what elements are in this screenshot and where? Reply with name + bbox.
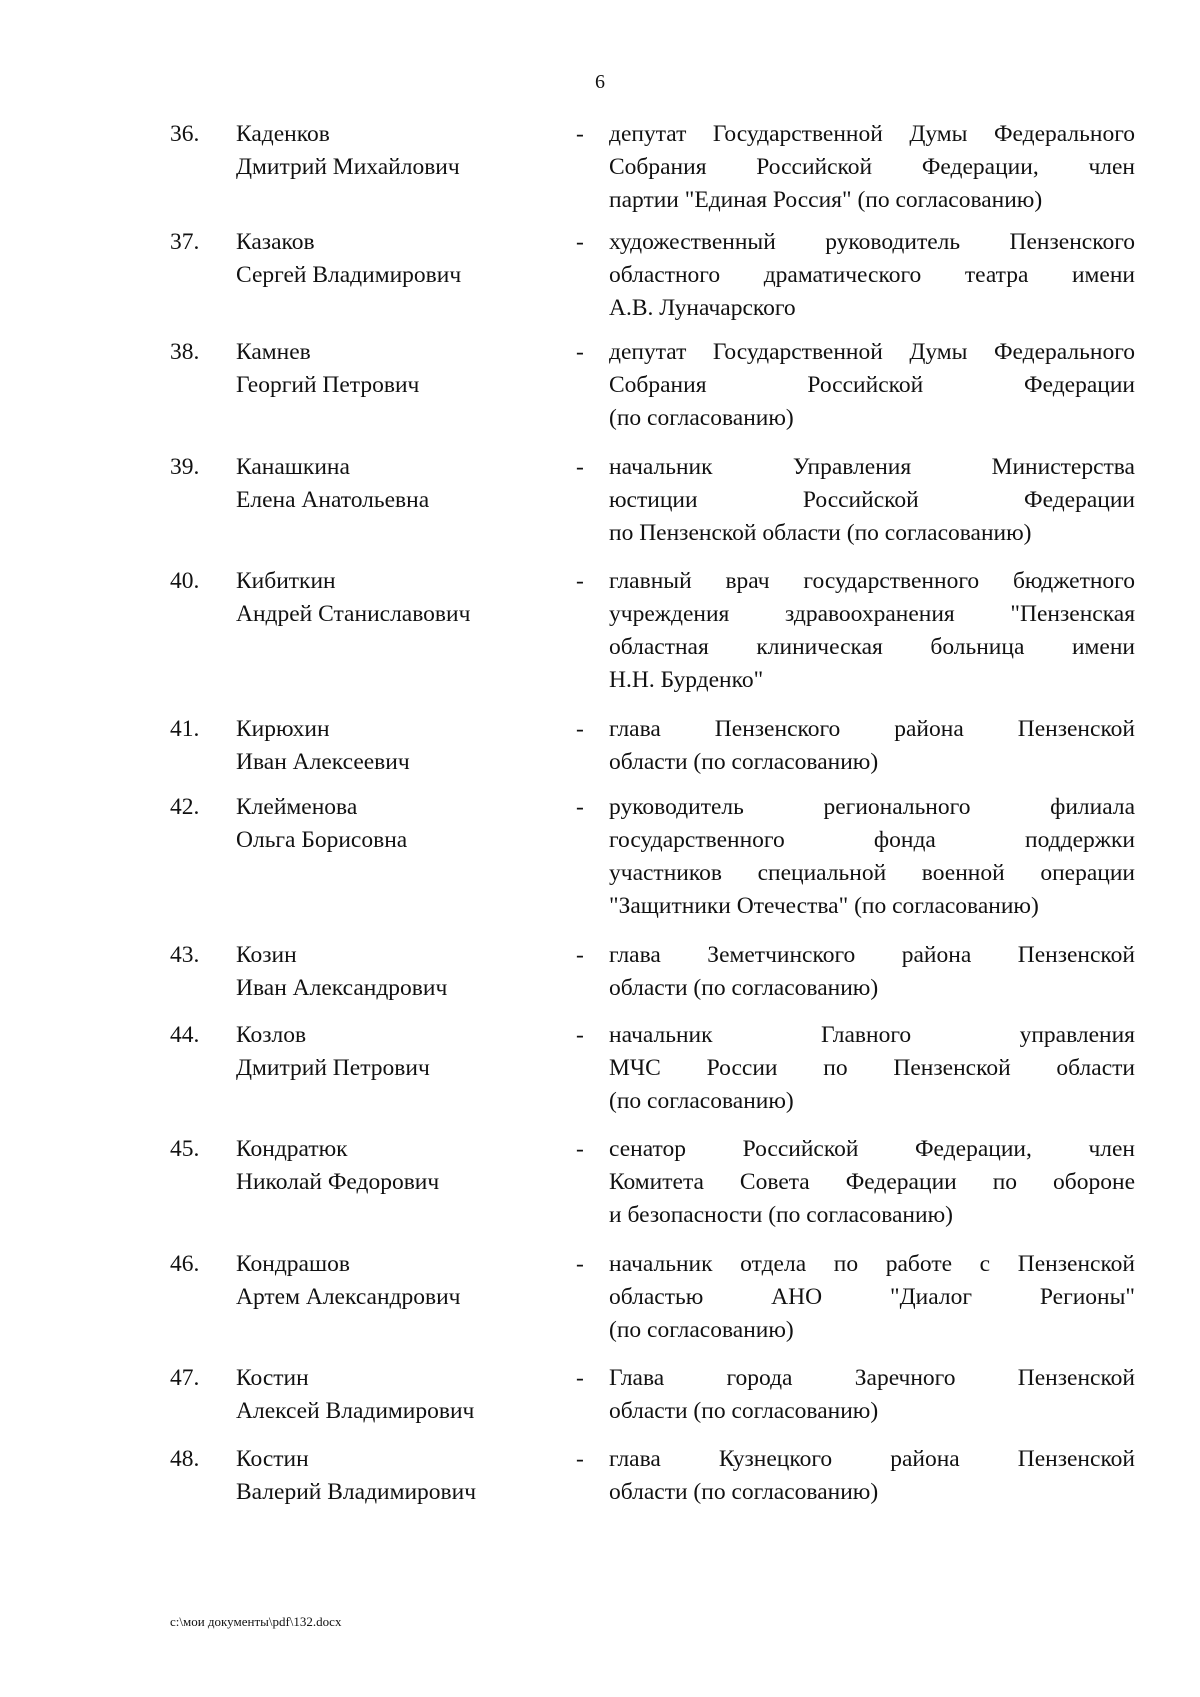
entry-number: 47. xyxy=(170,1365,200,1391)
role-line: областная клиническая больница имени xyxy=(609,634,1135,660)
member-surname: Костин xyxy=(236,1365,309,1391)
role-line: (по согласованию) xyxy=(609,1088,794,1114)
member-name xyxy=(236,565,566,631)
dash-separator: - xyxy=(576,454,584,480)
member-name xyxy=(236,451,566,517)
member-role xyxy=(609,118,1135,217)
member-name xyxy=(236,336,566,402)
entry-number: 46. xyxy=(170,1251,200,1277)
member-role xyxy=(609,1133,1135,1232)
member-name xyxy=(236,1248,566,1314)
role-line: учреждения здравоохранения "Пензенская xyxy=(609,601,1135,627)
role-line: области (по согласованию) xyxy=(609,1479,879,1505)
member-surname: Кондрашов xyxy=(236,1251,350,1277)
dash-separator: - xyxy=(576,1446,584,1472)
entry-number: 42. xyxy=(170,794,200,820)
role-line: МЧС России по Пензенской области xyxy=(609,1055,1135,1081)
member-given-names: Елена Анатольевна xyxy=(236,487,430,513)
member-given-names: Дмитрий Петрович xyxy=(236,1055,430,1081)
entry-number: 38. xyxy=(170,339,200,365)
role-line: "Защитники Отечества" (по согласованию) xyxy=(609,893,1039,919)
member-given-names: Ольга Борисовна xyxy=(236,827,408,853)
role-line: глава Пензенского района Пензенской xyxy=(609,716,1135,742)
dash-separator: - xyxy=(576,942,584,968)
member-role xyxy=(609,226,1135,325)
role-line: партии "Единая Россия" (по согласованию) xyxy=(609,187,1043,213)
dash-separator: - xyxy=(576,1022,584,1048)
role-line: А.В. Луначарского xyxy=(609,295,796,321)
member-given-names: Артем Александрович xyxy=(236,1284,461,1310)
member-role xyxy=(609,336,1135,435)
member-name xyxy=(236,226,566,292)
member-surname: Кибиткин xyxy=(236,568,336,594)
member-given-names: Иван Алексеевич xyxy=(236,749,410,775)
member-given-names: Николай Федорович xyxy=(236,1169,440,1195)
role-line: Собрания Российской Федерации, член xyxy=(609,154,1135,180)
dash-separator: - xyxy=(576,121,584,147)
member-name xyxy=(236,1362,566,1428)
member-name xyxy=(236,791,566,857)
member-role xyxy=(609,565,1135,697)
role-line: депутат Государственной Думы Федерального xyxy=(609,339,1135,365)
member-given-names: Георгий Петрович xyxy=(236,372,420,398)
entry-number: 48. xyxy=(170,1446,200,1472)
role-line: областью АНО "Диалог Регионы" xyxy=(609,1284,1135,1310)
role-line: области (по согласованию) xyxy=(609,749,879,775)
member-role xyxy=(609,1443,1135,1509)
member-given-names: Иван Александрович xyxy=(236,975,448,1001)
member-given-names: Валерий Владимирович xyxy=(236,1479,477,1505)
role-line: Собрания Российской Федерации xyxy=(609,372,1135,398)
member-given-names: Алексей Владимирович xyxy=(236,1398,475,1424)
member-role xyxy=(609,939,1135,1005)
entry-number: 36. xyxy=(170,121,200,147)
dash-separator: - xyxy=(576,716,584,742)
dash-separator: - xyxy=(576,339,584,365)
role-line: юстиции Российской Федерации xyxy=(609,487,1135,513)
role-line: Комитета Совета Федерации по обороне xyxy=(609,1169,1135,1195)
member-name xyxy=(236,118,566,184)
member-name xyxy=(236,1443,566,1509)
role-line: художественный руководитель Пензенского xyxy=(609,229,1135,255)
role-line: депутат Государственной Думы Федерального xyxy=(609,121,1135,147)
member-surname: Клейменова xyxy=(236,794,358,820)
member-surname: Кондратюк xyxy=(236,1136,348,1162)
role-line: государственного фонда поддержки xyxy=(609,827,1135,853)
member-given-names: Сергей Владимирович xyxy=(236,262,462,288)
member-role xyxy=(609,791,1135,923)
role-line: глава Кузнецкого района Пензенской xyxy=(609,1446,1135,1472)
member-role xyxy=(609,1362,1135,1428)
member-role xyxy=(609,713,1135,779)
role-line: сенатор Российской Федерации, член xyxy=(609,1136,1135,1162)
member-name xyxy=(236,713,566,779)
role-line: области (по согласованию) xyxy=(609,975,879,1001)
role-line: Глава города Заречного Пензенской xyxy=(609,1365,1135,1391)
member-name xyxy=(236,1019,566,1085)
member-surname: Козин xyxy=(236,942,297,968)
entry-number: 39. xyxy=(170,454,200,480)
member-surname: Кирюхин xyxy=(236,716,330,742)
member-given-names: Дмитрий Михайлович xyxy=(236,154,460,180)
role-line: по Пензенской области (по согласованию) xyxy=(609,520,1032,546)
member-surname: Камнев xyxy=(236,339,311,365)
role-line: руководитель регионального филиала xyxy=(609,794,1135,820)
member-surname: Каденков xyxy=(236,121,330,147)
role-line: участников специальной военной операции xyxy=(609,860,1135,886)
role-line: начальник Управления Министерства xyxy=(609,454,1135,480)
member-surname: Козлов xyxy=(236,1022,307,1048)
member-surname: Костин xyxy=(236,1446,309,1472)
member-surname: Казаков xyxy=(236,229,315,255)
entry-number: 41. xyxy=(170,716,200,742)
entry-number: 37. xyxy=(170,229,200,255)
role-line: главный врач государственного бюджетного xyxy=(609,568,1135,594)
member-role xyxy=(609,1248,1135,1347)
entry-number: 44. xyxy=(170,1022,200,1048)
entry-number: 40. xyxy=(170,568,200,594)
dash-separator: - xyxy=(576,1136,584,1162)
member-surname: Канашкина xyxy=(236,454,350,480)
dash-separator: - xyxy=(576,794,584,820)
role-line: Н.Н. Бурденко" xyxy=(609,667,764,693)
role-line: и безопасности (по согласованию) xyxy=(609,1202,953,1228)
member-name xyxy=(236,939,566,1005)
entry-number: 43. xyxy=(170,942,200,968)
page-number: 6 xyxy=(595,71,605,93)
member-name xyxy=(236,1133,566,1199)
role-line: областного драматического театра имени xyxy=(609,262,1135,288)
entry-number: 45. xyxy=(170,1136,200,1162)
role-line: начальник отдела по работе с Пензенской xyxy=(609,1251,1135,1277)
footer-file-path: c:\мои документы\pdf\132.docx xyxy=(170,1614,342,1629)
dash-separator: - xyxy=(576,229,584,255)
role-line: (по согласованию) xyxy=(609,405,794,431)
member-role xyxy=(609,1019,1135,1118)
dash-separator: - xyxy=(576,1251,584,1277)
member-given-names: Андрей Станиславович xyxy=(236,601,471,627)
dash-separator: - xyxy=(576,568,584,594)
member-role xyxy=(609,451,1135,550)
dash-separator: - xyxy=(576,1365,584,1391)
role-line: (по согласованию) xyxy=(609,1317,794,1343)
role-line: начальник Главного управления xyxy=(609,1022,1135,1048)
role-line: области (по согласованию) xyxy=(609,1398,879,1424)
role-line: глава Земетчинского района Пензенской xyxy=(609,942,1135,968)
